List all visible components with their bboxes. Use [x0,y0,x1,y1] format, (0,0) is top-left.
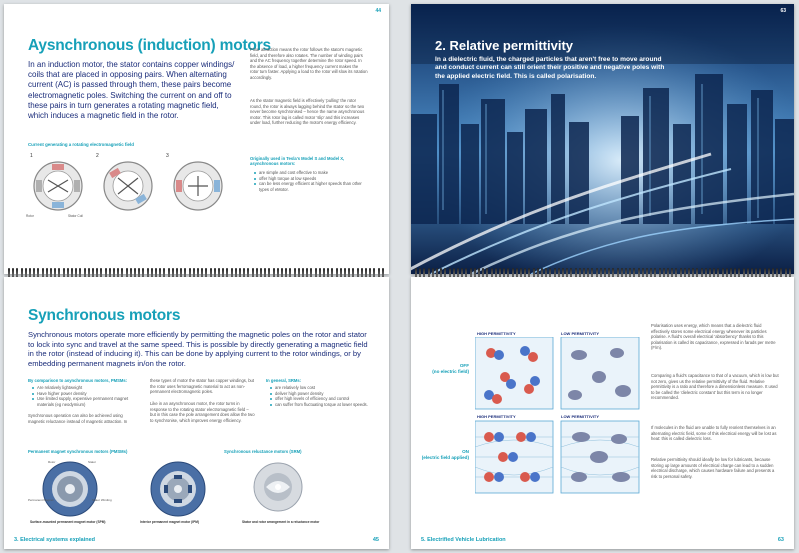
list-item: can be less energy efficient at higher speeds than other types of eMotor. [259,181,371,192]
figure-label-2: 2 [96,153,99,159]
body-paragraph-2: Comparing a fluid's capacitance to that of a vacuum, which is low but not zero, gives us the relative permittivity of the fluid. Relative permittivity is a ratio and therefore a dimensionless measure. It used to be called the 'dielectric constant' but this term is no longer recommended. [651,373,779,401]
srm-heading-general: In general, SRMs: [266,378,302,383]
list-item: can suffer from fluctuating torque at lower speeds. [275,402,383,408]
page-asynchronous-motors [4,4,389,274]
lead-paragraph: In an induction motor, the stator contains copper windings/ coils that are placed in opposing pairs. When alternating current (AC) is passed through them, these pairs become electromagnetic poles. Switching the current on and off to these pairs in turn generates a rotating magnetic field, which induces a magnetic field in the rotor. [28,60,235,121]
body-paragraph-2: As the stator magnetic field is effectively 'pulling' the rotor round, the rotor is always lagging behind the stator so the two never become synchronised – hence the name asynchronous motor. This rotor lag is called motor 'slip' and this increases under load, further reducing the motor's energy efficiency. [250,98,365,126]
motor-stage-3 [174,162,222,210]
list-item: Are relatively lightweight [37,385,142,391]
reluctance-intro-paragraph: Synchronous operation can also be achieved using magnetic reluctance instead of magnetic attraction. In [28,413,128,424]
ipm-motor-diagram [151,462,205,516]
list-item: deliver high power density [275,391,383,397]
panel-low-on [561,421,639,493]
body-paragraph-1: Polar attraction means the rotor follows the stator's magnetic field, and therefore also rotates. The number of winding pairs and the AC frequency together determine the rotor speed. In the absence of load, a higher frequency current makes the rotor turn faster. Applying a load to the rotor will slow its rotation accordingly. [250,47,368,80]
page-number: 44 [375,8,381,14]
pmsm-bullet-list [31,385,142,407]
page-permittivity-diagram [411,277,794,549]
panel-high-on [475,421,553,493]
page-relative-permittivity [411,4,794,274]
page-number: 45 [372,537,379,543]
pmsm-figure-heading: Permanent magnet synchronous motors (PMSMs) [28,449,128,454]
off-state-label [417,363,469,374]
list-item: Have higher power density [37,391,142,397]
tesla-heading: Originally used in Tesla's Model S and Model X, asynchronous motors: [250,156,345,167]
figure-label-1: 1 [30,153,33,159]
rotor-label: Rotor [48,460,56,464]
figure-caption: Current generating a rotating electromagnetic field [28,142,134,147]
srm-figure-heading: Synchronous reluctance motors (SRM) [224,449,302,454]
page-title: Synchronous motors [28,307,181,324]
off-sublabel: (no electric field) [432,368,469,374]
label-high-permittivity-on: HIGH PERMITTIVITY [477,414,516,419]
on-sublabel: (electric field applied) [421,454,469,460]
on-state-label [417,449,469,460]
label-low-permittivity-off: LOW PERMITTIVITY [561,331,599,336]
list-item: Use limited supply, expensive permanent magnet materials (eg neodymium) [37,396,142,407]
label-low-permittivity-on: LOW PERMITTIVITY [561,414,599,419]
label-high-permittivity-off: HIGH PERMITTIVITY [477,331,516,336]
body-paragraph-4: Relative permittivity should ideally be low for lubricants, because storing up large amounts of electrical charge can lead to a sudden electrical discharge, which causes hardware failure and presents a risk to personal safety. [651,457,775,479]
lead-paragraph: Synchronous motors operate more efficiently by permitting the magnetic poles on the rotor and stator to lock into sync and travel at the same speed. This is possible by directly generating a magnetic field in the rotor (instead of inducing it). This can be done by applying current to the rotor windings, or by embedding permanent magnets in/on the rotor. [28,330,368,368]
figure-label-3: 3 [166,153,169,159]
rotor-label: Rotor [26,214,34,218]
on-label: ON [462,449,469,454]
polarisation-diagram [475,337,641,497]
induction-motor-diagram [24,150,234,220]
body-paragraph-3: If molecules in the fluid are unable to fully reorient themselves in an alternating electric field, some of this electrical energy will be lost as heat: this is called dielectric loss. [651,425,777,442]
section-footer: 3. Electrical systems explained [14,537,96,543]
panel-low-off [561,337,639,409]
motor-stage-1 [34,162,82,210]
body-paragraph-1: these types of motor the stator has copper windings, but the rotor uses ferromagnetic material to act as non-permanent electromagnetic poles. [150,378,255,395]
synchronous-motor-diagrams [28,457,368,525]
async-motor-bullet-list [253,170,371,192]
panel-high-off [475,337,553,409]
lead-paragraph: In a dielectric fluid, the charged particles that aren't free to move around and conduct current can still orient their positive and negative poles with the applied electric field. This is called polarisation. [435,56,665,80]
stator-coil-label: Stator Coil [68,214,83,218]
body-paragraph-2: Like in an asynchronous motor, the rotor turns in response to the rotating stator electromagnetic field – but in this case the pole arrangement does allow the two to synchronise, which improves energy efficiency. [150,401,255,423]
srm-bullet-list [269,385,383,407]
list-item: are simple and cost effective to make [259,170,371,176]
spm-caption: Surface-mounted permanent magnet motor (SPM) [30,520,106,524]
ipm-caption: Interior permanent magnet motor (IPM) [140,520,199,524]
list-item: offer high torque at low speeds [259,176,371,182]
stator-label: Stator [88,460,97,464]
srm-caption: Stator and rotor arrangement in a reluctance motor [242,520,320,524]
reluctance-motor-diagram [254,463,302,511]
section-footer: 5. Electrified Vehicle Lubrication [421,537,506,543]
page-number: 63 [777,537,784,543]
page-number: 63 [780,8,786,14]
list-item: offer high levels of efficiency and control [275,396,383,402]
pmsm-comparison-heading: By comparison to asynchronous motors, PMSMs: [28,378,128,383]
page-synchronous-motors [4,277,389,549]
stator-winding-label: Stator Winding [92,498,112,502]
spm-motor-diagram [43,462,97,516]
motor-stage-2 [104,162,152,210]
list-item: are relatively low cost [275,385,383,391]
page-title: 2. Relative permittivity [435,38,573,53]
body-paragraph-1: Polarisation uses energy, which means that a dielectric fluid effectively stores some electrical energy whenever its particles polarise. A fluid's overall electrical 'absorbency' thanks to this polarisation is called its capacitance, expressed in farads per metre (F/m). [651,323,776,351]
page-title: Aysnchronous (induction) motors [28,37,271,54]
off-label: OFF [459,363,469,368]
permanent-magnet-label: Permanent Magnet [28,498,54,502]
